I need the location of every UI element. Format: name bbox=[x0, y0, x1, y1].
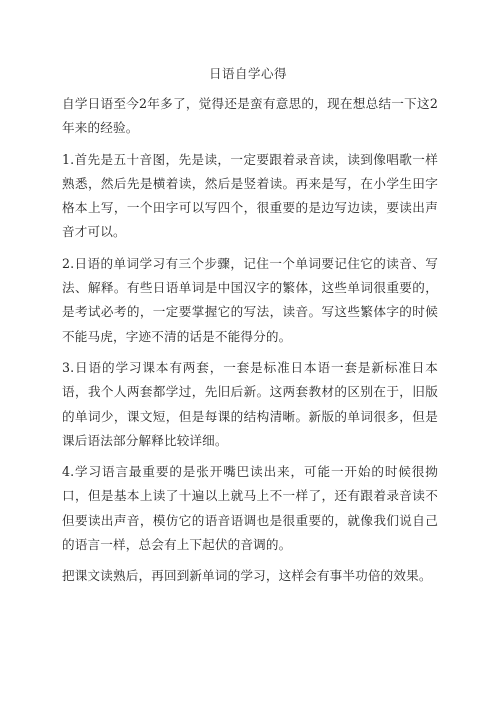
paragraph-point-1: 1.首先是五十音图，先是读，一定要跟着录音读，读到像唱歌一样熟悉，然后先是横着读，然后是竖着读。再来是写，在小学生田字格本上写，一个田字可以写四个，很重要的是边写边读，要读出声音才可以。 bbox=[62, 151, 438, 240]
paragraph-point-2: 2.日语的单词学习有三个步骤，记住一个单词要记住它的读音、写法、解释。有些日语单词是中国汉字的繁体，这些单词很重要的，是考试必考的，一定要掌握它的写法，读音。写这些繁体字的时候不能马虎，字迹不清的话是不能得分的。 bbox=[62, 255, 438, 344]
document-body bbox=[62, 92, 438, 596]
paragraph-intro: 自学日语至今2年多了，觉得还是蛮有意思的，现在想总结一下这2年来的经验。 bbox=[62, 96, 438, 136]
paragraph-point-4: 4.学习语言最重要的是张开嘴巴读出来，可能一开始的时候很拗口，但是基本上读了十遍以上就马上不一样了，还有跟着录音读不但要读出声音，模仿它的语音语调也是很重要的，就像我们说自己的语言一样，总会有上下起伏的音调的。 bbox=[62, 464, 438, 553]
document-title: 日语自学心得 bbox=[208, 66, 287, 81]
paragraph-point-3: 3.日语的学习课本有两套，一套是标准日本语一套是新标准日本语，我个人两套都学过，先旧后新。这两套教材的区别在于，旧版的单词少，课文短，但是每课的结构清晰。新版的单词很多，但是课后语法部分解释比较详细。 bbox=[62, 359, 438, 448]
paragraph-closing: 把课文读熟后，再回到新单词的学习，这样会有事半功倍的效果。 bbox=[62, 568, 432, 584]
